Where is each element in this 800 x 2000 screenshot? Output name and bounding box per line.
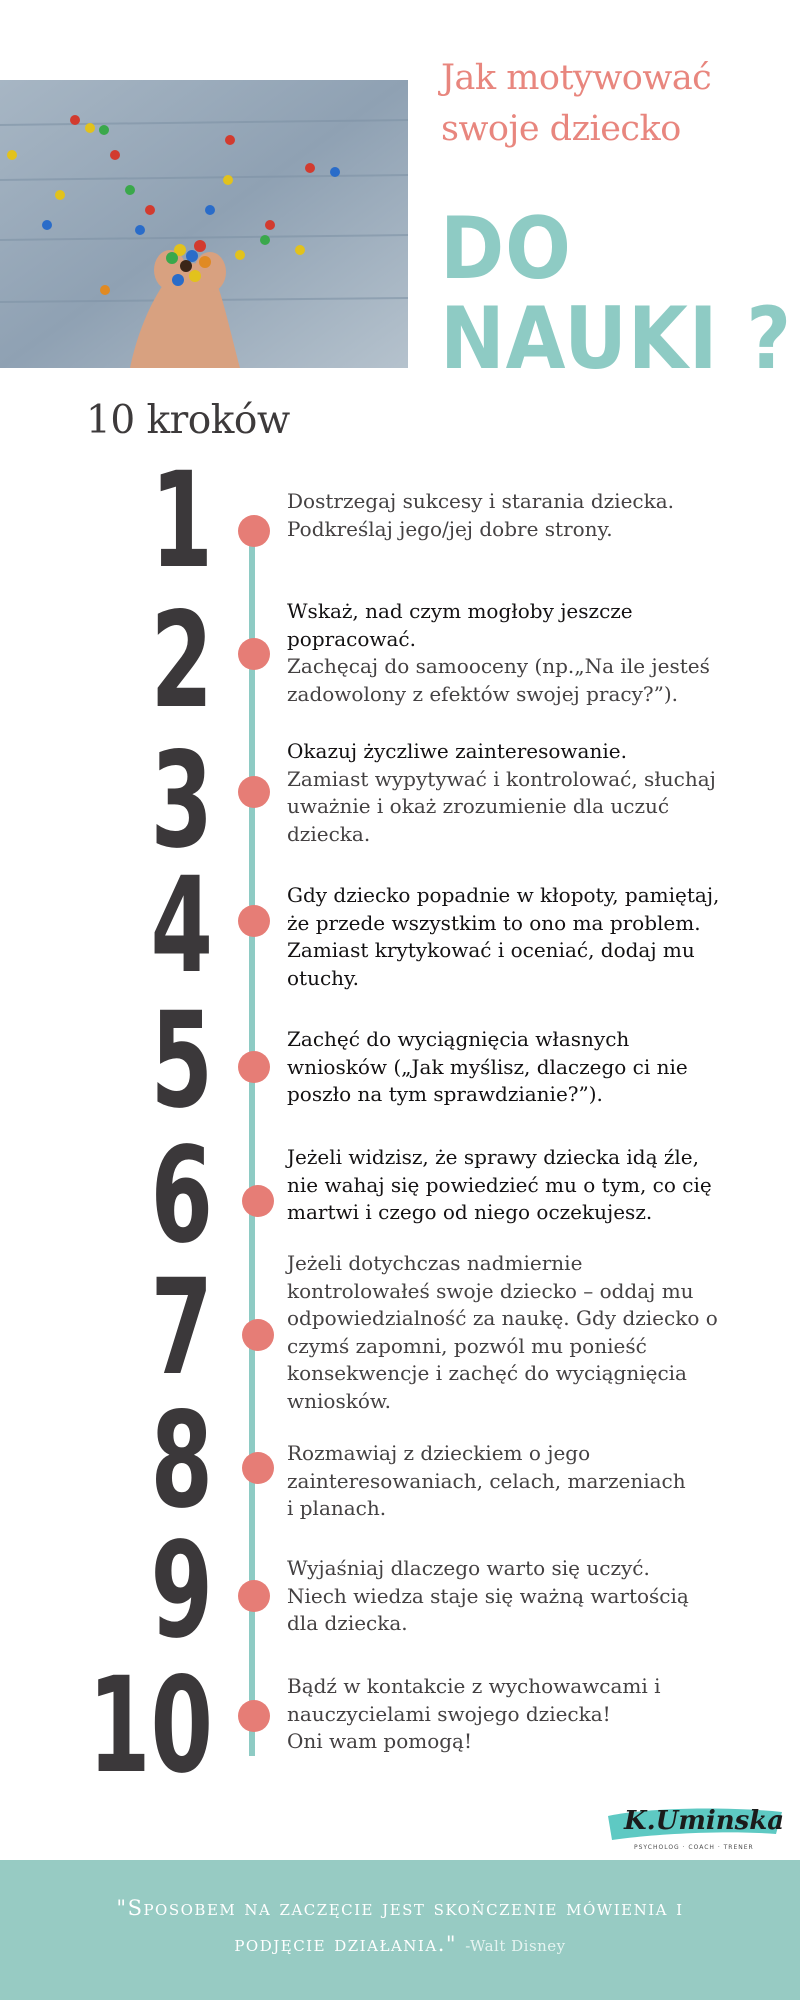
quote-line-2: podjęcie działania." -Walt Disney (234, 1932, 566, 1956)
step-number: 3 (150, 724, 213, 878)
step-text: Dostrzegaj sukcesy i starania dziecka. Podkreślaj jego/jej dobre strony. (287, 489, 675, 541)
step-text: Rozmawiaj z dzieckiem o jego zainteresowaniach, celach, marzeniach i planach. (287, 1441, 686, 1520)
brand-logo (604, 1800, 784, 1856)
timeline-dot (238, 515, 270, 547)
quote-author: -Walt Disney (465, 1937, 566, 1955)
timeline-dot (238, 776, 270, 808)
step-text: Okazuj życzliwe zainteresowanie. Zamiast wypytywać i kontrolować, słuchaj uważnie i okaż zrozumienie dla uczuć dziecka. (287, 739, 716, 846)
timeline-dot (238, 638, 270, 670)
step-text: Jeżeli dotychczas nadmiernie kontrolowałeś swoje dziecko – oddaj mu odpowiedzialność za naukę. Gdy dziecko o czymś zapomni, pozwól mu ponieść konsekwencje i zachęć do wyciągnięcia wniosków. (287, 1251, 718, 1413)
subtitle-line-1: Jak motywować (441, 58, 712, 98)
title-line-2: NAUKI ? (440, 289, 793, 389)
logo-text: K.Uminska (624, 1806, 785, 1836)
timeline-dot (238, 1580, 270, 1612)
hero-photo (0, 80, 408, 368)
timeline-dot (242, 1319, 274, 1351)
timeline-dot (242, 1452, 274, 1484)
step-number: 1 (150, 444, 213, 598)
step-text: Bądź w kontakcie z wychowawcami i nauczycielami swojego dziecka! Oni wam pomogą! (287, 1674, 661, 1753)
step-number: 9 (150, 1514, 213, 1668)
step-text: Gdy dziecko popadnie w kłopoty, pamiętaj, że przede wszystkim to ono ma problem. Zamiast krytykować i oceniać, dodaj mu otuchy. (287, 883, 720, 990)
subtitle-line-2: swoje dziecko (441, 109, 681, 149)
timeline-dot (242, 1185, 274, 1217)
quote-line-1: "Sposobem na zaczęcie jest skończenie mówienia i (116, 1896, 684, 1920)
step-number: 2 (150, 584, 213, 738)
timeline-dot (238, 1051, 270, 1083)
step-text: Wskaż, nad czym mogłoby jeszcze popracować. Zachęcaj do samooceny (np.„Na ile jesteś zadowolony z efektów swojej pracy?”). (287, 599, 710, 706)
timeline-line (249, 520, 255, 1756)
step-number: 4 (150, 849, 213, 1003)
title-line-1: DO (440, 199, 572, 299)
timeline-dot (238, 1700, 270, 1732)
step-number: 6 (150, 1119, 213, 1273)
logo-tagline: PSYCHOLOG · COACH · TRENER (634, 1844, 754, 1851)
step-number: 8 (150, 1384, 213, 1538)
footer-quote (0, 1890, 800, 1964)
step-number: 5 (150, 984, 213, 1138)
timeline-dot (238, 905, 270, 937)
steps-label: 10 kroków (86, 398, 290, 443)
step-number: 7 (150, 1251, 213, 1405)
step-number: 10 (88, 1649, 213, 1803)
step-text: Wyjaśniaj dlaczego warto się uczyć. Niech wiedza staje się ważną wartością dla dziecka. (287, 1556, 689, 1635)
step-text: Jeżeli widzisz, że sprawy dziecka idą źle, nie wahaj się powiedzieć mu o tym, co cię martwi i czego od niego oczekujesz. (287, 1145, 712, 1224)
step-text: Zachęć do wyciągnięcia własnych wniosków („Jak myślisz, dlaczego ci nie poszło na tym sprawdzianie?”). (287, 1027, 688, 1106)
